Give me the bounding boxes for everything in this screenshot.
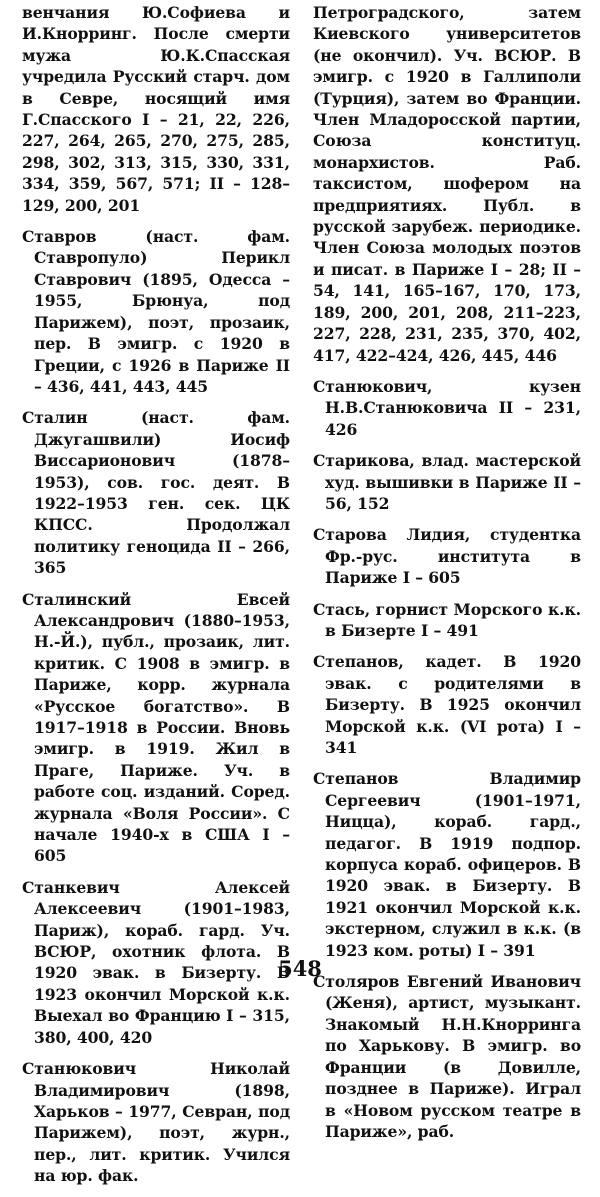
index-entry-stanyukovich-n: Станюкович Николай Владимирович (1898, Харьков – 1977, Севран, под Парижем), поэт, журн., пер., лит. критик. Учился на юр. фак. [22,1059,290,1186]
index-entry-stas: Стась, горнист Морского к.к. в Бизерте I – 491 [313,599,581,640]
index-entry-stepanov-cadet: Степанов, кадет. В 1920 эвак. с родителями в Бизерту. В 1925 окончил Морской к.к. (VI рота) I – 341 [313,652,581,757]
index-entry-stolyarov: Столяров Евгений Иванович (Женя), артист, музыкант. Знакомый Н.Н.Кнорринга по Харькову. В эмигр. во Франции (в Довилле, позднее в Париже). Играл в «Новом русском театре в Париже», раб. [313,972,581,1141]
index-entry-stalin: Сталин (наст. фам. Джугашвили) Иосиф Виссарионович (1878–1953), сов. гос. деят. В 1922–1953 ген. сек. ЦК КПСС. Продолжал политику геноцида II – 266, 365 [22,408,290,578]
left-column [22,2,290,1197]
index-entry-starova: Старова Лидия, студентка Фр.-рус. института в Париже I – 605 [313,525,581,588]
index-entry-stanyukovich-cousin: Станюкович, кузен Н.В.Станюковича II – 231, 426 [313,376,581,439]
index-entry-stankevich: Станкевич Алексей Алексеевич (1901–1983, Париж), кораб. гард. Уч. ВСЮР, охотник флота. В 1920 эвак. в Бизерту. В 1923 окончил Морской к.к. Выехал во Францию I – 315, 380, 400, 420 [22,877,290,1047]
index-entry-stavrov: Ставров (наст. фам. Ставропуло) Перикл Ставрович (1895, Одесса – 1955, Брюнуа, под Парижем), поэт, прозаик, пер. В эмигр. с 1920 в Греции, с 1926 в Париже II – 436, 441, 443, 445 [22,227,290,396]
page-number: 548 [278,956,322,981]
index-entry-starikova: Старикова, влад. мастерской худ. вышивки в Париже II – 56, 152 [313,451,581,513]
index-entry-continued: Петроградского, затем Киевского университетов (не окончил). Уч. ВСЮР. В эмигр. с 1920 в Галлиполи (Турция), затем во Франции. Член Младоросской партии, Союза конституц. монархистов. Раб. таксистом, шофером на предприятиях. Публ. в русской зарубеж. периодике. Член Союза молодых поэтов и писат. в Париже I – 28; II – 54, 141, 165–167, 170, 173, 189, 200, 201, 208, 211–223, 227, 228, 231, 235, 370, 402, 417, 422–424, 426, 445, 446 [313,3,581,365]
index-entry-continued: венчания Ю.Софиева и И.Кнорринг. После смерти мужа Ю.К.Спасская учредила Русский старч. дом в Севре, носящий имя Г.Спасского I – 21, 22, 226, 227, 264, 265, 270, 275, 285, 298, 302, 313, 315, 330, 331, 334, 359, 567, 571; II – 128–129, 200, 201 [22,3,290,215]
index-entry-stalinsky: Сталинский Евсей Александрович (1880–1953, Н.-Й.), публ., прозаик, лит. критик. С 1908 в эмигр. в Париже, корр. журнала «Русское богатство». В 1917–1918 в России. Вновь эмигр. в 1919. Жил в Праге, Париже. Уч. в работе соц. изданий. Соред. журнала «Воля России». С начале 1940-х в США I – 605 [22,589,290,866]
index-entry-stepanov-vs: Степанов Владимир Сергеевич (1901–1971, Ницца), кораб. гард., педагог. В 1919 подпор. корпуса кораб. офицеров. В 1920 эвак. в Бизерту. В 1921 окончил Морской к.к. экстерном, служил в к.к. (в 1923 ком. роты) I – 391 [313,769,581,960]
